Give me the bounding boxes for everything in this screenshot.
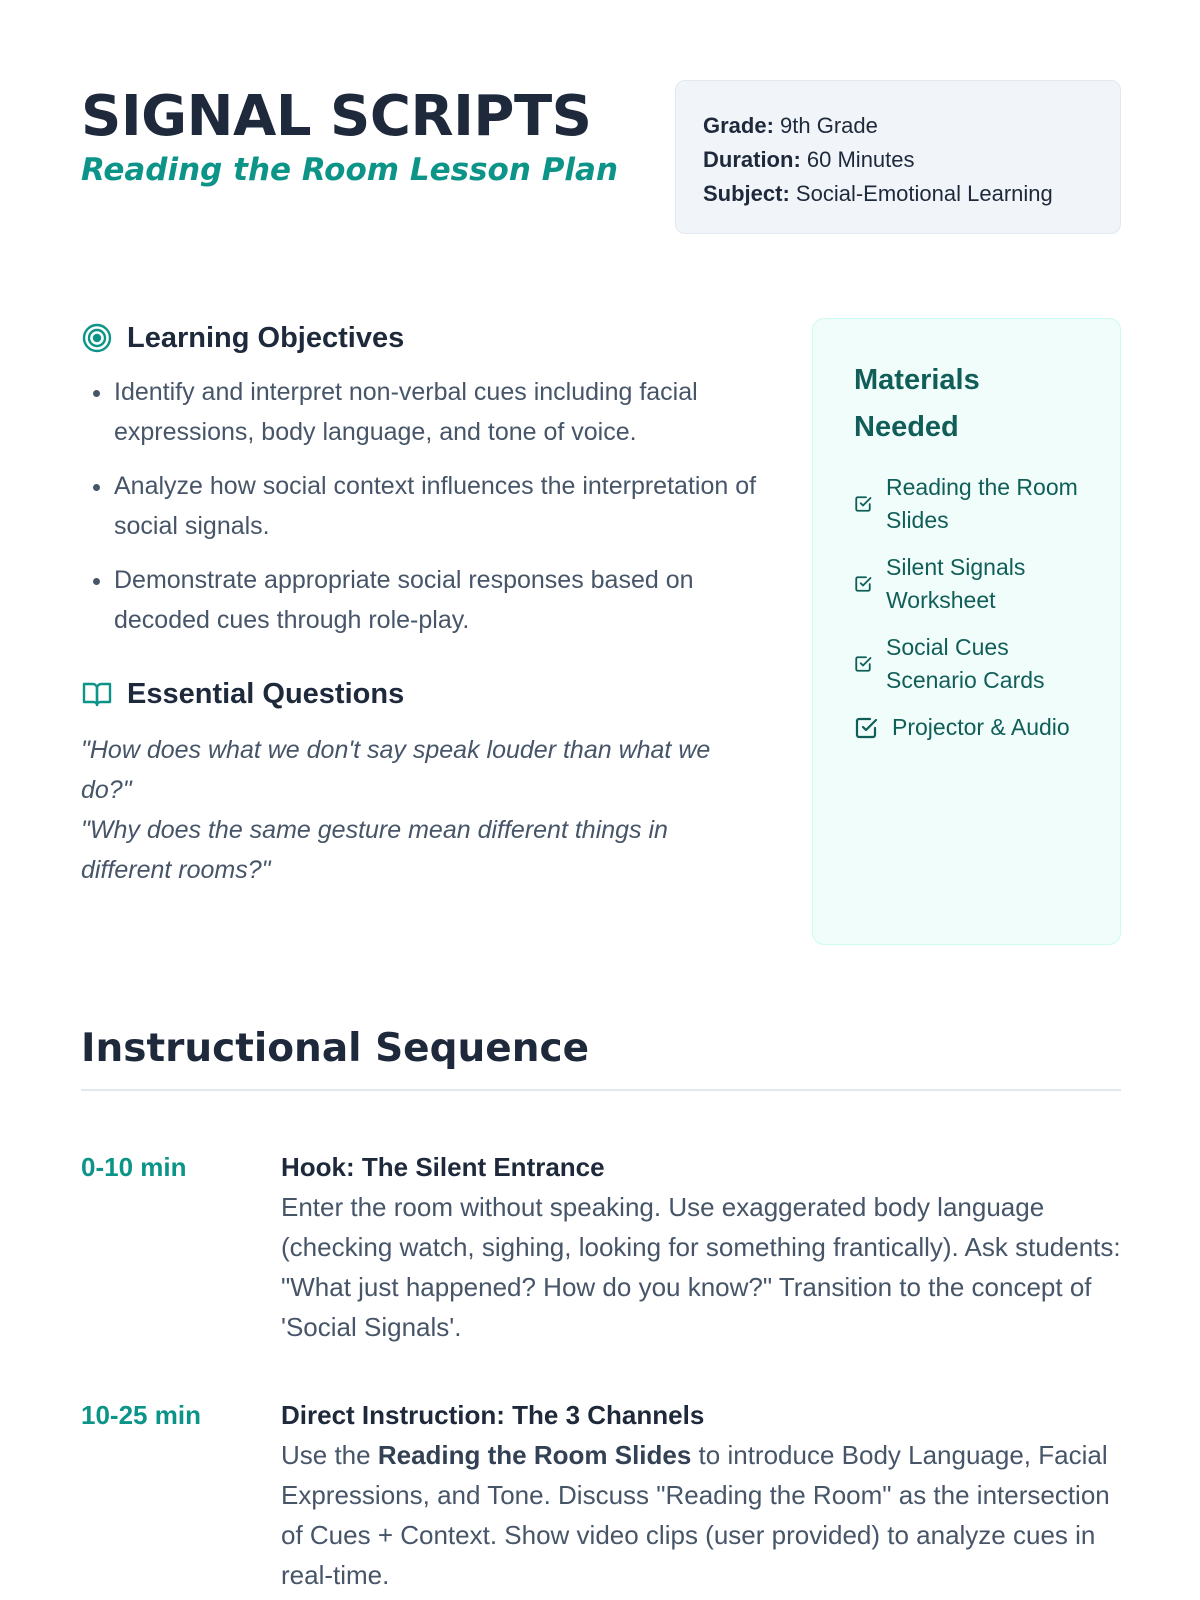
meta-grade <box>703 109 1096 143</box>
step-time: 0-10 min <box>81 1152 187 1182</box>
materials-card <box>812 318 1121 945</box>
step-title: Hook: The Silent Entrance <box>281 1152 605 1182</box>
list-item <box>854 471 1090 537</box>
essential-questions-heading-label: Essential Questions <box>127 677 405 710</box>
objectives-heading <box>81 318 761 358</box>
list-item <box>854 631 1090 697</box>
instructional-sequence <box>81 1026 1121 1595</box>
page-title: SIGNAL SCRIPTS <box>81 84 592 149</box>
essential-question: "Why does the same gesture mean different things in different rooms?" <box>81 816 668 884</box>
materials-list <box>854 471 1090 744</box>
material-label: Silent Signals Worksheet <box>886 554 1026 613</box>
meta-subject <box>703 177 1096 211</box>
step-text-emphasis: Reading the Room Slides <box>377 1440 692 1470</box>
list-item: • Identify and interpret non-verbal cues including facial expressions, body language, and tone of voice. <box>114 372 761 452</box>
list-item: • Demonstrate appropriate social responses based on decoded cues through role-play. <box>114 560 761 640</box>
meta-subject-label: Subject: <box>703 181 790 206</box>
material-label: Projector & Audio <box>892 714 1070 740</box>
step-text: Enter the room without speaking. Use exaggerated body language (checking watch, sighing, looking for something frantically). Ask students: "What just happened? How do you know?" Transition to the concept of 'Social Signals'. <box>281 1192 1121 1342</box>
left-column <box>81 318 761 890</box>
lesson-meta-box <box>675 80 1121 234</box>
step-text-part: Use the <box>281 1440 378 1470</box>
objectives-heading-label: Learning Objectives <box>127 321 405 354</box>
materials-heading: Materials Needed <box>854 364 980 443</box>
material-label: Reading the Room Slides <box>886 474 1078 533</box>
sequence-heading: Instructional Sequence <box>81 1026 590 1071</box>
page-subtitle: Reading the Room Lesson Plan <box>81 152 619 188</box>
meta-duration-value: 60 Minutes <box>806 147 915 172</box>
check-square-icon <box>854 716 878 740</box>
step-body <box>281 1147 1121 1347</box>
meta-grade-label: Grade: <box>703 113 774 138</box>
essential-questions-quotes <box>81 730 761 890</box>
book-open-icon <box>81 678 113 710</box>
check-square-icon <box>854 575 872 593</box>
step-text <box>281 1435 1121 1595</box>
meta-duration <box>703 143 1096 177</box>
step-title: Direct Instruction: The 3 Channels <box>281 1400 705 1430</box>
check-square-icon <box>854 495 872 513</box>
meta-duration-label: Duration: <box>703 147 801 172</box>
target-icon <box>81 322 113 354</box>
list-item <box>854 551 1090 617</box>
header <box>81 80 1121 240</box>
section-divider <box>81 1089 1121 1091</box>
list-item: • Analyze how social context influences the interpretation of social signals. <box>114 466 761 546</box>
objectives-list <box>81 372 761 640</box>
material-label: Social Cues Scenario Cards <box>886 634 1045 693</box>
meta-grade-value: 9th Grade <box>780 113 878 138</box>
step-body <box>281 1395 1121 1595</box>
check-square-icon <box>854 655 872 673</box>
meta-subject-value: Social-Emotional Learning <box>795 181 1053 206</box>
step-text-part: to introduce Body Language, Facial Expressions, and Tone. Discuss "Reading the Room" as the intersection of Cues + Context. Show video clips (user provided) to analyze cues in real-time. <box>281 1440 1110 1590</box>
step-time: 10-25 min <box>81 1400 201 1430</box>
list-item <box>854 711 1090 744</box>
essential-question: "How does what we don't say speak louder than what we do?" <box>81 736 711 804</box>
sequence-step <box>81 1147 1121 1347</box>
sequence-step <box>81 1395 1121 1595</box>
essential-questions-heading <box>81 674 761 714</box>
